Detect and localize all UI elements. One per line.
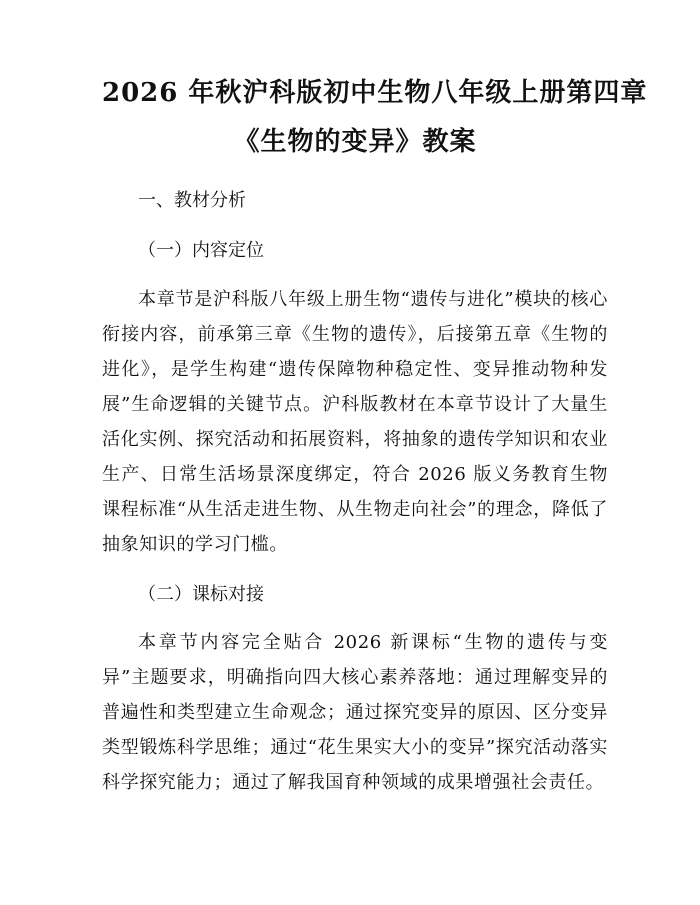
document-title-line-1: 2026 年秋沪科版初中生物八年级上册第四章 <box>102 78 648 108</box>
document-title-line-2: 《生物的变异》教案 <box>233 127 477 158</box>
subsection-heading-curriculum-alignment: （二）课标对接 <box>138 583 264 605</box>
subsection-heading-content-positioning: （一）内容定位 <box>138 239 264 261</box>
section-heading-textbook-analysis: 一、教材分析 <box>138 190 246 212</box>
paragraph-content-positioning: 本章节是沪科版八年级上册生物“遗传与进化”模块的核心衔接内容，前承第三章《生物的遗传》，后接第五章《生物的进化》，是学生构建“遗传保障物种稳定性、变异推动物种发展”生命逻辑的关键节点。沪科版教材在本章节设计了大量生活化实例、探究活动和拓展资料，将抽象的遗传学知识和农业生产、日常生活场景深度绑定，符合 2026 版义务教育生物课程标准“从生活走进生物、从生物走向社会”的理念，降低了抽象知识的学习门槛。 <box>102 288 608 555</box>
paragraph-curriculum-alignment: 本章节内容完全贴合 2026 新课标“生物的遗传与变异”主题要求，明确指向四大核心素养落地：通过理解变异的普遍性和类型建立生命观念；通过探究变异的原因、区分变异类型锻炼科学思维；通过“花生果实大小的变异”探究活动落实科学探究能力；通过了解我国育种领域的成果增强社会责任。 <box>102 632 608 794</box>
